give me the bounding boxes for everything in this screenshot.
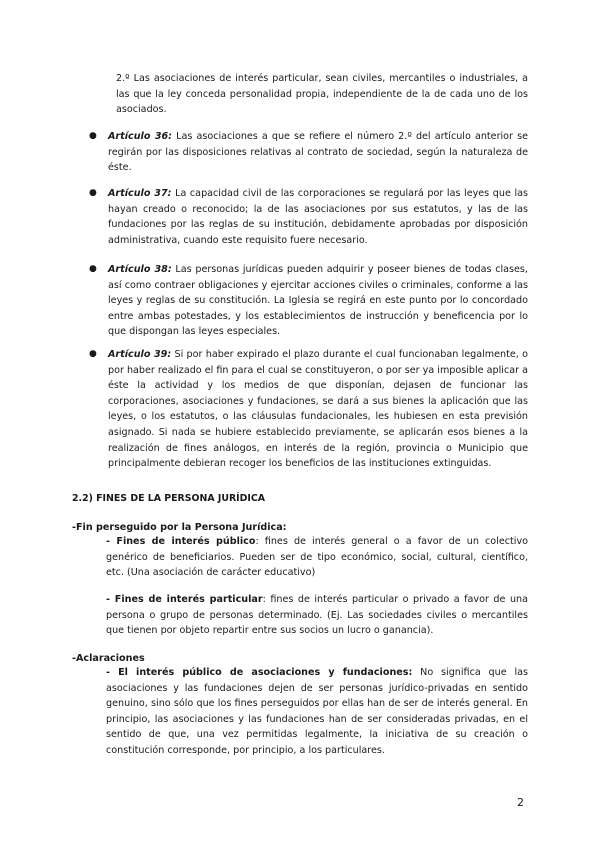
article-38 — [108, 262, 528, 340]
aclaraciones-item — [106, 665, 528, 759]
article-37 — [108, 186, 528, 248]
fin-heading: -Fin perseguido por la Persona Jurídica: — [72, 522, 287, 533]
intro-paragraph: 2.º Las asociaciones de interés particular, sean civiles, mercantiles o industriales, a las que la ley conceda personalidad propia, independiente de la de cada uno de los asociados. — [116, 73, 528, 116]
article-text: La capacidad civil de las corporaciones se regulará por las leyes que las hayan creado o reconocido; la de las asociaciones por sus estatutos, y las de las fundaciones por las reglas de su institución, debidamente aprobadas por disposición administrativa, cuando este requisito fuere necesario. — [108, 188, 528, 246]
fin-item-title: - Fines de interés público — [106, 536, 256, 547]
article-title: Artículo 36: — [108, 131, 173, 142]
article-36 — [108, 129, 528, 176]
fin-item-text: : fines de interés particular o privado a favor de una persona o grupo de personas determinado. (Ej. Las sociedades civiles o mercantiles que tienen por objeto repartir entre sus socios un lucro o ganancia). — [106, 594, 528, 637]
fin-item-text: : fines de interés general o a favor de un colectivo genérico de beneficiarios. Pueden ser de tipo económico, social, cultural, científico, etc. (Una asociación de carácter educativo) — [106, 536, 528, 579]
fin-item-particular — [106, 592, 528, 639]
bullet-icon: ● — [89, 264, 97, 274]
section-heading: 2.2) FINES DE LA PERSONA JURÍDICA — [72, 493, 266, 504]
bullet-icon: ● — [89, 349, 97, 359]
article-text: Si por haber expirado el plazo durante el cual funcionaban legalmente, o por haber realizado el fin para el cual se constituyeron, o por ser ya imposible aplicar a éste la actividad y los medios de que disponían, dejasen de funcionar las corporaciones, asociaciones y fundaciones, se dará a sus bienes la aplicación que las leyes, o los estatutos, o las cláusulas fundacionales, les hubiesen en esta previsión asignado. Si nada se hubiere establecido previamente, se aplicarán esos bienes a la realización de fines análogos, en interés de la región, provincia o Municipio que principalmente debieran recoger los beneficios de las instituciones extinguidas. — [108, 349, 528, 470]
article-text: Las asociaciones a que se refiere el número 2.º del artículo anterior se regirán por las disposiciones relativas al contrato de sociedad, según la naturaleza de éste. — [108, 131, 528, 174]
bullet-icon: ● — [89, 188, 97, 198]
bullet-icon: ● — [89, 131, 97, 141]
article-title: Artículo 39: — [108, 349, 172, 360]
aclaraciones-title: - El interés público de asociaciones y fundaciones: — [106, 667, 413, 678]
aclaraciones-heading: -Aclaraciones — [72, 653, 145, 664]
article-text: Las personas jurídicas pueden adquirir y poseer bienes de todas clases, así como contraer obligaciones y ejercitar acciones civiles o criminales, conforme a las leyes y reglas de su constitución. La Iglesia se regirá en este punto por lo concordado entre ambas potestades, y los establecimientos de instrucción y beneficencia por lo que dispongan las leyes especiales. — [108, 264, 528, 338]
article-title: Artículo 38: — [108, 264, 172, 275]
article-39 — [108, 347, 528, 472]
aclaraciones-text: No significa que las asociaciones y las fundaciones dejen de ser personas jurídico-privadas en sentido genuino, sino sólo que los fines perseguidos por ellas han de ser de interés general. En principio, las asociaciones y las fundaciones han de ser consideradas privadas, en el sentido de que, una vez permitidas legalmente, la iniciativa de su creación o constitución corresponde, por principio, a los particulares. — [106, 667, 528, 756]
fin-item-title: - Fines de interés particular — [106, 594, 263, 605]
fin-item-publico — [106, 534, 528, 581]
page-number: 2 — [517, 796, 524, 809]
article-title: Artículo 37: — [108, 188, 172, 199]
